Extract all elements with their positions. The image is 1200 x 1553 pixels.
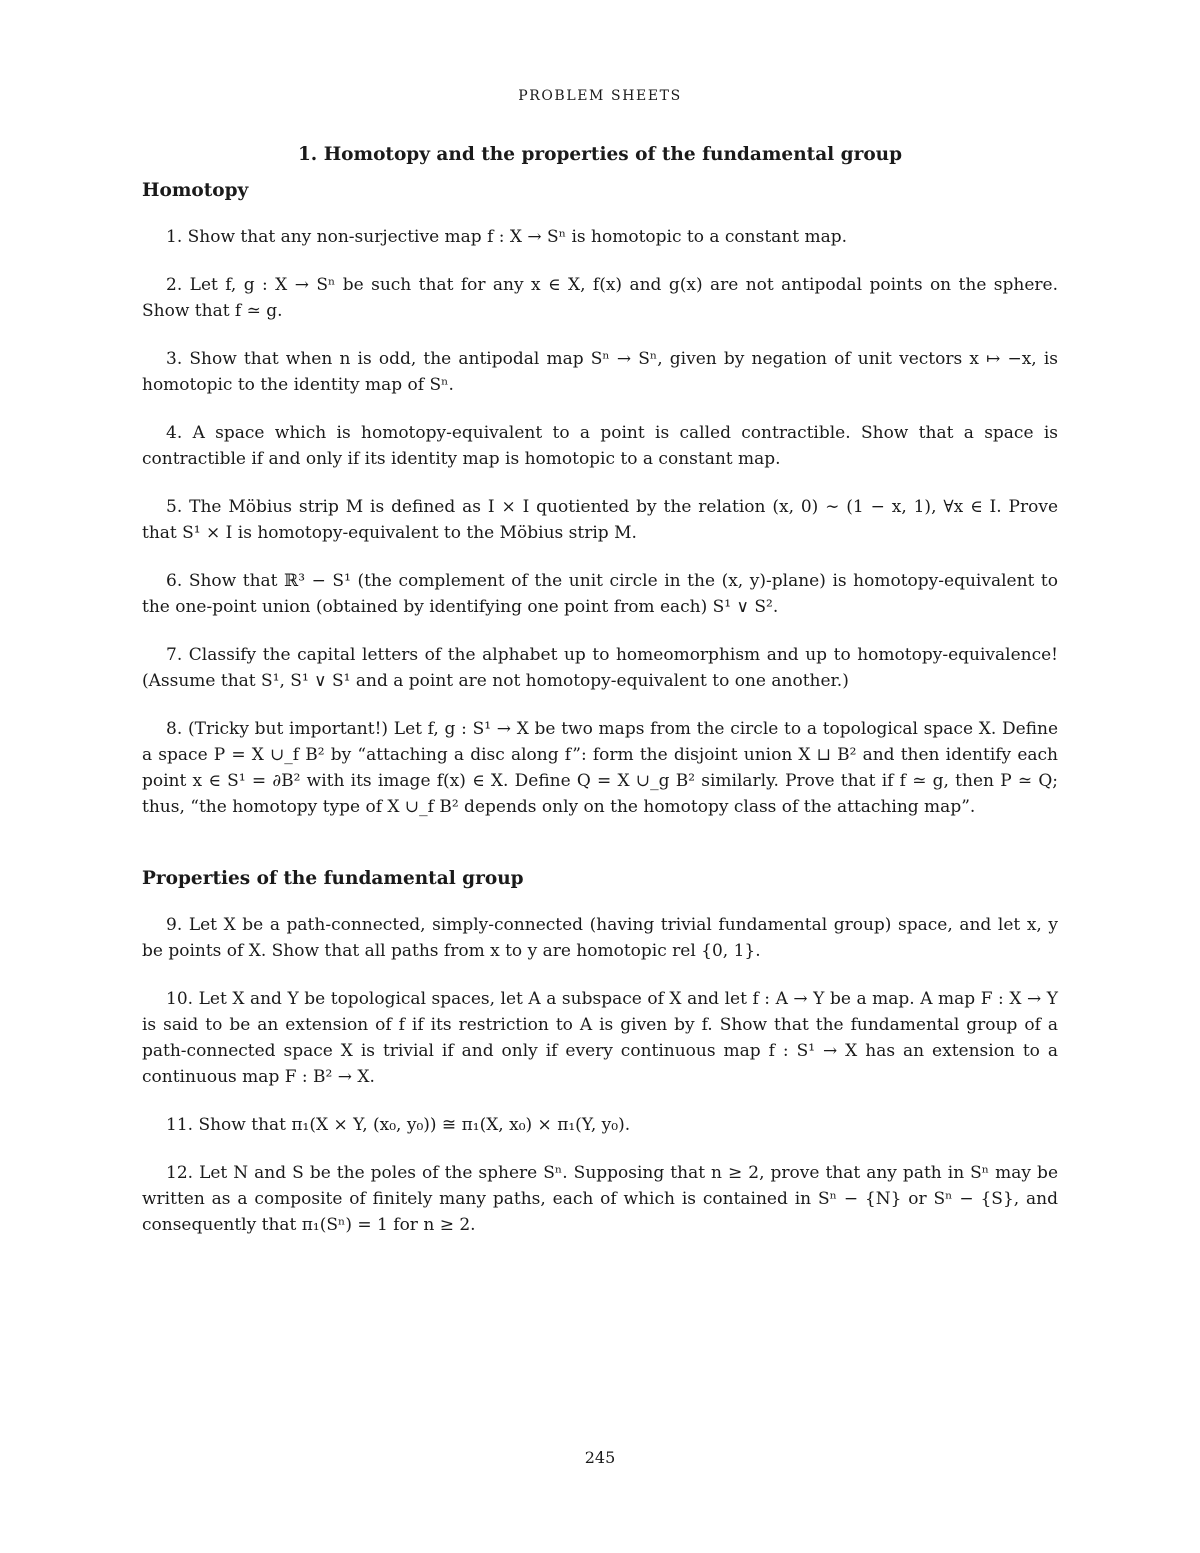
problem-5: [142, 494, 1058, 546]
problem-6: [142, 568, 1058, 620]
problem-text: Let X be a path-connected, simply-connected (having trivial fundamental group) space, and let x, y be points of X. Show that all paths from x to y are homotopic rel {0, 1}.: [142, 915, 1058, 961]
problem-number: 3.: [166, 349, 183, 369]
problem-11: [142, 1112, 1058, 1138]
problem-text: Show that ℝ³ − S¹ (the complement of the unit circle in the (x, y)-plane) is homotopy-equivalent to the one-point union (obtained by identifying one point from each) S¹ ∨ S².: [142, 571, 1058, 617]
section-title: 1. Homotopy and the properties of the fundamental group: [297, 144, 903, 165]
subsection-heading-homotopy: Homotopy: [142, 180, 249, 201]
problem-text: Show that when n is odd, the antipodal map Sⁿ → Sⁿ, given by negation of unit vectors x ↦ −x, is homotopic to the identity map of Sⁿ.: [142, 349, 1059, 395]
problem-text: The Möbius strip M is defined as I × I quotiented by the relation (x, 0) ∼ (1 − x, 1), ∀x ∈ I. Prove that S¹ × I is homotopy-equivalent to the Möbius strip M.: [142, 497, 1058, 543]
problem-3: [142, 346, 1058, 398]
problem-number: 1.: [166, 227, 183, 247]
problem-number: 8.: [166, 719, 183, 739]
problem-text: Show that any non-surjective map f : X → Sⁿ is homotopic to a constant map.: [187, 227, 848, 247]
problem-7: [142, 642, 1058, 694]
problem-number: 6.: [166, 571, 183, 591]
problem-number: 11.: [166, 1115, 194, 1135]
problem-text: Let f, g : X → Sⁿ be such that for any x ∈ X, f(x) and g(x) are not antipodal points on the sphere. Show that f ≃ g.: [142, 275, 1059, 321]
problem-number: 10.: [166, 989, 194, 1009]
subsection-heading-fundamental-group: Properties of the fundamental group: [142, 868, 524, 889]
problem-8: [142, 716, 1058, 820]
problem-2: [142, 272, 1058, 324]
problem-text: Classify the capital letters of the alphabet up to homeomorphism and up to homotopy-equivalence! (Assume that S¹, S¹ ∨ S¹ and a point are not homotopy-equivalent to one another.): [142, 645, 1058, 691]
problem-text: Let N and S be the poles of the sphere Sⁿ. Supposing that n ≥ 2, prove that any path in Sⁿ may be written as a composite of finitely many paths, each of which is contained in Sⁿ − {N} or Sⁿ − {S}, and consequently that π₁(Sⁿ) = 1 for n ≥ 2.: [142, 1163, 1059, 1235]
problem-4: [142, 420, 1058, 472]
problem-text: Show that π₁(X × Y, (x₀, y₀)) ≅ π₁(X, x₀) × π₁(Y, y₀).: [198, 1115, 631, 1135]
running-head: PROBLEM SHEETS: [518, 88, 682, 104]
problem-number: 4.: [166, 423, 183, 443]
problem-number: 12.: [166, 1163, 194, 1183]
problem-number: 7.: [166, 645, 183, 665]
problem-9: [142, 912, 1058, 964]
problem-number: 5.: [166, 497, 183, 517]
problem-text: Let X and Y be topological spaces, let A a subspace of X and let f : A → Y be a map. A map F : X → Y is said to be an extension of f if its restriction to A is given by f. Show that the fundamental group of a path-connected space X is trivial if and only if every continuous map f : S¹ → X has an extension to a continuous map F : B² → X.: [142, 989, 1058, 1087]
problem-text: (Tricky but important!) Let f, g : S¹ → X be two maps from the circle to a topological space X. Define a space P = X ∪_f B² by “attaching a disc along f”: form the disjoint union X ⊔ B² and then identify each point x ∈ S¹ = ∂B² with its image f(x) ∈ X. Define Q = X ∪_g B² similarly. Prove that if f ≃ g, then P ≃ Q; thus, “the homotopy type of X ∪_f B² depends only on the homotopy class of the attaching map”.: [142, 719, 1059, 817]
problem-12: [142, 1160, 1058, 1238]
problem-text: A space which is homotopy-equivalent to a point is called contractible. Show that a space is contractible if and only if its identity map is homotopic to a constant map.: [142, 423, 1058, 469]
problem-number: 9.: [166, 915, 183, 935]
problem-10: [142, 986, 1058, 1090]
page-number: 245: [584, 1448, 616, 1467]
problem-1: [142, 224, 1058, 250]
problem-number: 2.: [166, 275, 183, 295]
